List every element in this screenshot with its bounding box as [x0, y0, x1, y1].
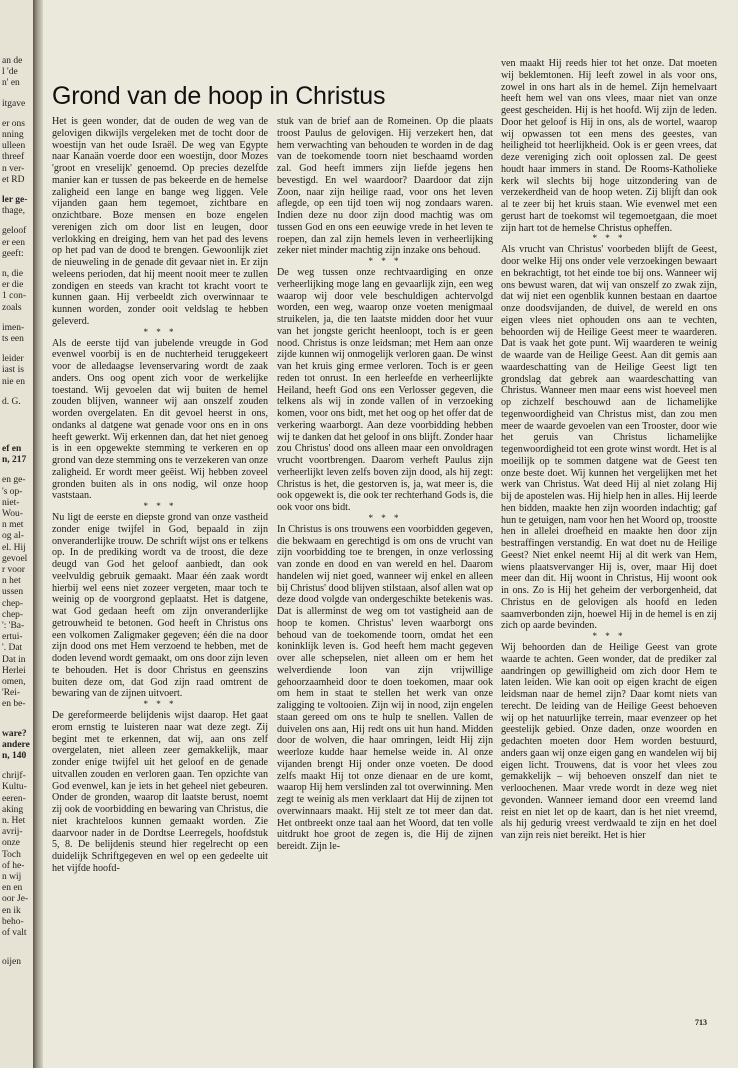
previous-page-fragment: er een [2, 237, 25, 248]
previous-page-fragment: n het [2, 576, 21, 587]
previous-page-fragment: chrijf- [2, 771, 26, 782]
previous-page-fragment: andere [2, 739, 30, 750]
previous-page-fragment: n, 140 [2, 751, 27, 761]
previous-page-fragment: l 'de [2, 67, 18, 78]
paragraph: In Christus is ons trouwens een voorbidden gegeven, die bekwaam en gerechtigd is om ons de vrucht van zijn voorbidding toe te brengen, in onze verlossing van zonde en dood en van wereld en hel. Daarom handelen wij niet goed, wanneer wij enkel en alleen bij Christus' dood blijven stilstaan, alsof allen wat op deze dood volgde van ondergeschikte betekenis was. Dat is allerminst de weg om tot vastigheid aan de hoop te komen. Christus' leven waarborgt ons behoud van de toekomende toorn, omdat het een koninklijk leven is. God heeft hem macht gegeven over alle schepselen, niet alleen om er hem het welverdiende loon van zijn vrijwillige gehoorzaamheid door te doen toekomen, maar ook om hem in staat te stellen het werk van onze zaligging te voltooien. Zijn wij in nood, zijn engelen staan gereed om ons te hulp te snellen. Vallen de duivelen ons aan, Hij redt ons uit hun hand. Midden door de wolven, die haar omringen, leidt Hij zijn weerloze kudde haar hemelse weide in. Al onze vijanden brengt Hij onder onze voeten. De dood zelfs maakt Hij tot onze dienaar en de ure komt, waarop Hij hem verslinden zal tot overwinning. Men zegt te weinig als men verklaart dat Hij de zijnen tot overwinnaars maakt. Hij stelt ze tot meer dan dat. Het ontbreekt onze taal aan het Woord, dat ten volle uitdrukt hoe groot de zegen is, die Hij de zijnen bereidt. Zijn le- [277, 523, 493, 852]
previous-page-fragment: er ons [2, 118, 25, 129]
paragraph: Wij behoorden dan de Heilige Geest van grote waarde te achten. Geen wonder, dat de prediker zal aandringen op gewilligheid om zich door Hem te laten leiden. Wie kan ooit op eigen kracht de eigen leidsman naar de hemel zijn? Daar komt niets van terecht. De leiding van de Heilige Geest behoeven wij op het natuurlijke terrein, maar evenzeer op het geestelijk gebied. Onze daden, onze woorden en gedachten moeten door Hem worden bestuurd, anders gaan wij onze eigen gang en wandelen wij bij eigen licht. Trouwens, dat is voor het vlees zou gemakkelijk – wij behoeven onszelf dan niet te verloochenen. Maar vrede wordt in deze weg niet gevonden. Wanneer iemand door een vreemd land reist en niet let op de kaart, dan is het niet vreemd, als hij gedurig vreest verdwaald te zijn en het doel van zijn reis niet bereikt. Het is hier [501, 642, 717, 841]
page-number: 713 [695, 1018, 707, 1027]
previous-page-fragment: 'Rei- [2, 688, 21, 699]
previous-page-fragment: oor Je- [2, 894, 29, 905]
article-column-2 [277, 116, 493, 853]
previous-page-fragment: ts een [2, 334, 24, 344]
previous-page-fragment: threef [2, 152, 25, 163]
previous-page-fragment: itgave [2, 98, 26, 109]
previous-page-fragment: omen, [2, 677, 26, 687]
previous-page-fragment: ler ge- [2, 195, 28, 205]
previous-page-fragment: ulleen [2, 141, 26, 152]
previous-page-fragment: en en [2, 883, 23, 894]
previous-page-fragment: nning [2, 130, 24, 140]
previous-page-fragment: n, die [2, 269, 24, 279]
previous-page-fragment: beho- [2, 916, 24, 927]
previous-page-fragment: Kultu- [2, 782, 27, 793]
paragraph: De gereformeerde belijdenis wijst daarop. Het gaat erom ernstig te luisteren naar wat deze zegt. Zij begint met te erkennen, dat wij, aan ons zelf overgelaten, niet alleen zeer gemakkelijk, maar zonder enige twijfel uit het geloof en de genade uitvallen zouden en verloren gaan. Ten opzichte van God evenwel, kan je iets in het geheel niet gebeuren. Onder de gronden, waarop dit laatste berust, noemt zij ook de voorbidding en bewaring van Christus, die niet krachteloos kunnen gemaakt worden. Zie daarvoor nader in de Dordtse Leerregels, hoofdstuk 5, 8. De belijdenis steund hier regelrecht op een duidelijk Schriftgegeven en wel op een gedeelte uit het vijfde hoofd- [52, 710, 268, 874]
paragraph: Als de eerste tijd van jubelende vreugde in God evenwel voorbij is en de nuchterheid teruggekeert voor de alledaagse levenservaring wordt de zaak anders. Ons oog opent zich voor de werkelijke toestand. Wij gevoelen dat wij buiten de hemel zouden blijven, wanneer wij aan onszelf zouden worden overgelaten. En dit gevoel heerst in ons, ondanks al datgene wat genade voor ons en in ons heeft gewerkt. Wij erkennen dan, dat het niet genoeg is in een opgewekte stemming te verkeren en op grond van deze stemming ons te verzekeren van onze zaligheid. Er wordt meer geëist. Wij hebben zoveel gronden buiten als in ons nodig, wil onze hoop vaststaan. [52, 337, 268, 502]
previous-page-fragment: r voor [2, 565, 25, 575]
previous-page-fragment: of he- [2, 860, 25, 871]
previous-page-fragment: oijen [2, 957, 21, 968]
previous-page-strip [0, 0, 33, 1068]
previous-page-fragment: leider [2, 354, 24, 365]
page-gutter [33, 0, 43, 1068]
section-separator: * * * [592, 631, 626, 641]
previous-page-fragment: nie en [2, 376, 25, 387]
section-separator: * * * [368, 512, 402, 523]
previous-page-fragment: avrij- [2, 827, 23, 838]
previous-page-fragment: el. Hij [2, 542, 26, 553]
previous-page-fragment: n. Het [2, 816, 26, 826]
paragraph: ven maakt Hij reeds hier tot het onze. Dat moeten wij beklemtonen. Hij leeft zowel in als voor ons, zowel in ons hart als in de hemel. Zijn hemelvaart heeft hem wel van ons vlees, maar niet van onze geest gescheiden. Hij is het hoofd. Wij zijn de leden. Door het geloof is Hij in ons, als de wortel, waarop wij opwassen tot een mens des geestes, van heiligheid tot heerlijkheid. Ook is er geen vrees, dat deze vereniging zich ooit oplossen zal. De geest houdt haar immers in stand. De Rooms-Katholieke kerk wil slechts bij hoge uitzondering van de verzekerdheid van de hoop weten. Zij blijft dan ook al te zeer bij het kruis staan. Wie evenwel met een gerust hart de toekomst wil tegemoetgaan, die moet zijn hart tot de hemelse Christus opheffen. [501, 58, 717, 234]
previous-page-fragment: ertui- [2, 632, 23, 643]
article-column-3 [501, 58, 717, 842]
previous-page-fragment: iast is [2, 365, 24, 376]
previous-page-fragment: '. Dat [2, 643, 23, 654]
previous-page-fragment: Wou- [2, 509, 23, 519]
previous-page-fragment: Dat in [2, 654, 26, 665]
section-separator: * * * [592, 233, 626, 244]
previous-page-fragment: zoals [2, 302, 22, 313]
previous-page-fragment: n met [2, 520, 24, 531]
previous-page-fragment: onze [2, 838, 20, 849]
previous-page-fragment: n ver- [2, 163, 25, 174]
paragraph: Nu ligt de eerste en diepste grond van onze vastheid zonder enige twijfel in God, bepaald in zijn onveranderlijke trouw. De schrift wijst ons er telkens op. In de prediking wordt va de troost, die deze deugd van God het geloof aanbiedt, dan ook veelvuldig gebruik gemaakt. Maar één zaak wordt hierbij wel eens niet zozeer vergeten, maar toch te weinig op de voorgrond geplaatst. Het is datgene, wat God gedaan heeft om zijn onveranderlijke getrouwheid te betonen. God heeft in Christus ons een volkomen Zaligmaker gegeven; één die na door zijn dood ons met Hem verzoend te hebben, met de doden levend wordt gemaakt, om ons door zijn leven te behouden. Het is door Christus en geenszins buiten deze om, dat God zijn raad omtrent de bewaring van de zijnen uitvoert. [52, 512, 268, 700]
previous-page-fragment: an de [2, 56, 23, 66]
previous-page-fragment: imen- [2, 322, 25, 333]
paragraph: Als vrucht van Christus' voorbeden blijft de Geest, door welke Hij ons onder vele verzoekingen bewaart en bekrachtigt, tot het einde toe bij ons. Wanneer wij ons bewust waren, dat wij van onszelf zo zwak zijn, dat wij niet een ogenblik kunnen bestaan en daartoe onze doodsvijanden, de duivel, de wereld en ons eigen vlees niet ophouden ons aan te vechten, behoorden wij de Heilige Geest meer te waarderen. Dat is vaak het gote punt. Wij waarderen te weinig de waarde van de Heilige Geest. Aan dit gemis aan waardeschatting van de Heilige Geest ligt ten grondslag dat gebrek aan waardeschatting van Christus. Wanneer men maar eens wist hoeveel men op zichzelf beschouwd aan de lichamelijke tegenwoordigheid van Christus mist, dan zou men meer de waarde gevoelen van een Trooster, door wie het geruis van Christus lichamelijke tegenwoordigheid tot een grote winst wordt. Het is al moeilijk op te sommen datgene wat de Geest ten onze beste doet. Wij kunnen het vergelijken met het werk van Christus. Wat deed Hij al niet zolang Hij bij de apostelen was. Hij hielp hen in alles. Hij leerde hen bidden, maakte hen zijn woorden indachtig; gaf hun te getuigen, nam voor hen het Woord op, troostte hen in allelei droefheid en maakte hen door zijn bestraffingen verstandig. En wat doet nu de Heilige Geest? Niet enkel neemt Hij al dit werk van Hem, wiens plaatsvervanger Hij is, over, maar Hij doet meer dan dit. Hij woont in Christus, Hij woont ook in ons. Zo is Hij het geheim der verborgenheid, dat Christus en de gelovigen als hoofd en leden saamverbonden zijn, hoewel Hij in de hemel is en zij zich op aarde bevinden. [501, 244, 717, 632]
section-separator: * * * [143, 699, 177, 709]
previous-page-fragment: aking [2, 804, 24, 815]
previous-page-fragment: thage, [2, 206, 25, 217]
paragraph: De weg tussen onze rechtvaardiging en onze verheerlijking moge lang en gevaarlijk zijn, een weg waarop wij door vele beschuldigen achtervolgd worden, een weg, waarop onze voeten menigmaal struikelen, ja, die ten laatste midden door het vuur van het jongste gericht heenloopt, toch is er geen nood. Christus is onze leidsman; met Hem aan onze zijde kunnen wij onmogelijk verloren gaan. De winst van het kruis ging ermee verloren. Toch is er geen reden tot onrust. In een herleefde en verheerlijkte Heiland, heeft God ons een Verlosser gegeven, die telkens als wij in zonde vallen of in verzoeking komen, voor ons bidt, met het oog op het offer dat de verkering waarborgt. Aan deze voorbidding hebben wij te danken dat het geloof in ons blijft. Zonder haar zou Christus' dood ons alleen maar een onvoldragen vrucht voortbrengen. Daarom verheft Paulus zijn verheerlijkt leven zelfs boven zijn dood, als hij zegt: Christus is het, die gestorven is, ja, wat meer is, die ook opgewekt is, die ook ter rechterhand Gods is, die ook voor ons bidt. [277, 267, 493, 513]
previous-page-fragment: og al- [2, 531, 24, 542]
previous-page-fragment: 's op- [2, 486, 23, 497]
previous-page-fragment: eeren- [2, 793, 26, 804]
section-separator: * * * [143, 326, 177, 337]
previous-page-fragment: n wij [2, 872, 22, 882]
section-separator: * * * [368, 256, 402, 266]
previous-page-fragment: gevoel [2, 553, 28, 564]
previous-page-fragment: of valt [2, 928, 27, 938]
article-column-1 [52, 116, 268, 875]
previous-page-fragment: ware? [2, 728, 27, 739]
previous-page-fragment: ': 'Ba- [2, 621, 25, 631]
previous-page-fragment: Toch [2, 849, 21, 860]
previous-page-fragment: n, 217 [2, 455, 27, 466]
previous-page-fragment: ussen [2, 587, 24, 598]
previous-page-fragment: en ge- [2, 475, 26, 486]
previous-page-fragment: er die [2, 280, 24, 291]
previous-page-fragment: geeft: [2, 248, 24, 259]
previous-page-fragment: chep- [2, 598, 24, 609]
previous-page-fragment: n' en [2, 78, 20, 89]
previous-page-fragment: ef en [2, 444, 22, 454]
previous-page-fragment: en ik [2, 905, 21, 916]
previous-page-fragment: niet- [2, 497, 20, 508]
paragraph: stuk van de brief aan de Romeinen. Op die plaats troost Paulus de gelovigen. Hij verzekert hen, dat hem verwachting van behouden te worden in de dag van de toekomende toorn niet beschaamd worden zal. God heeft immers zijn liefde jegens hen bevestigd. En wel waardoor? Daardoor dat zijn Zoon, naar zijn heilige raad, voor ons het leven aflegde, op een tijd toen wij nog zondaars waren. Indien deze nu door zijn dood machtig was om tussen God en ons een eeuwige vrede in het leven te roepen, dan zal zijn hemels leven in verheerlijking zeker niet minder machtig zijn inzake ons behoud. [277, 116, 493, 257]
article-title: Grond van de hoop in Christus [52, 82, 386, 110]
previous-page-fragment: 1 con- [2, 291, 27, 302]
previous-page-fragment: Herlei [2, 665, 26, 676]
previous-page-fragment: et RD [2, 174, 25, 185]
previous-page-fragment: chep- [2, 609, 24, 620]
section-separator: * * * [143, 501, 177, 511]
previous-page-fragment: d. G. [2, 396, 21, 407]
previous-page-fragment: en be- [2, 699, 26, 710]
previous-page-fragment: geloof [2, 226, 27, 237]
paragraph: Het is geen wonder, dat de ouden de weg van de gelovigen dikwijls vergeleken met de tocht door de woestijn van het oude Israël. De weg van Egypte naar Kanaän voerde door een woestijn, door Mozes 'groot en vreselijk' genoemd. Op precies dezelfde manier kan er tussen de pas bekeerde en de hemelse zaligheid een lange en bange weg liggen. Vele vijanden gaan hem tegemoet, zichtbare en onzichtbare. Boze mensen en boze engelen verenigen zich om door list en leugen, door verlokking en dreiging, hem van het pad des levens op het pad van de dood te brengen. Gewoonlijk ziet de nieuweling in de genade dit gevaar niet in. Er zijn weleens perioden, dat hij meent nooit meer te zullen zondigen en steeds van kracht tot kracht voort te kunnen gaan. Hij verbeeldt zich overwinnaar te kunnen worden, zonder ooit veldslag te hebben geleverd. [52, 116, 268, 327]
